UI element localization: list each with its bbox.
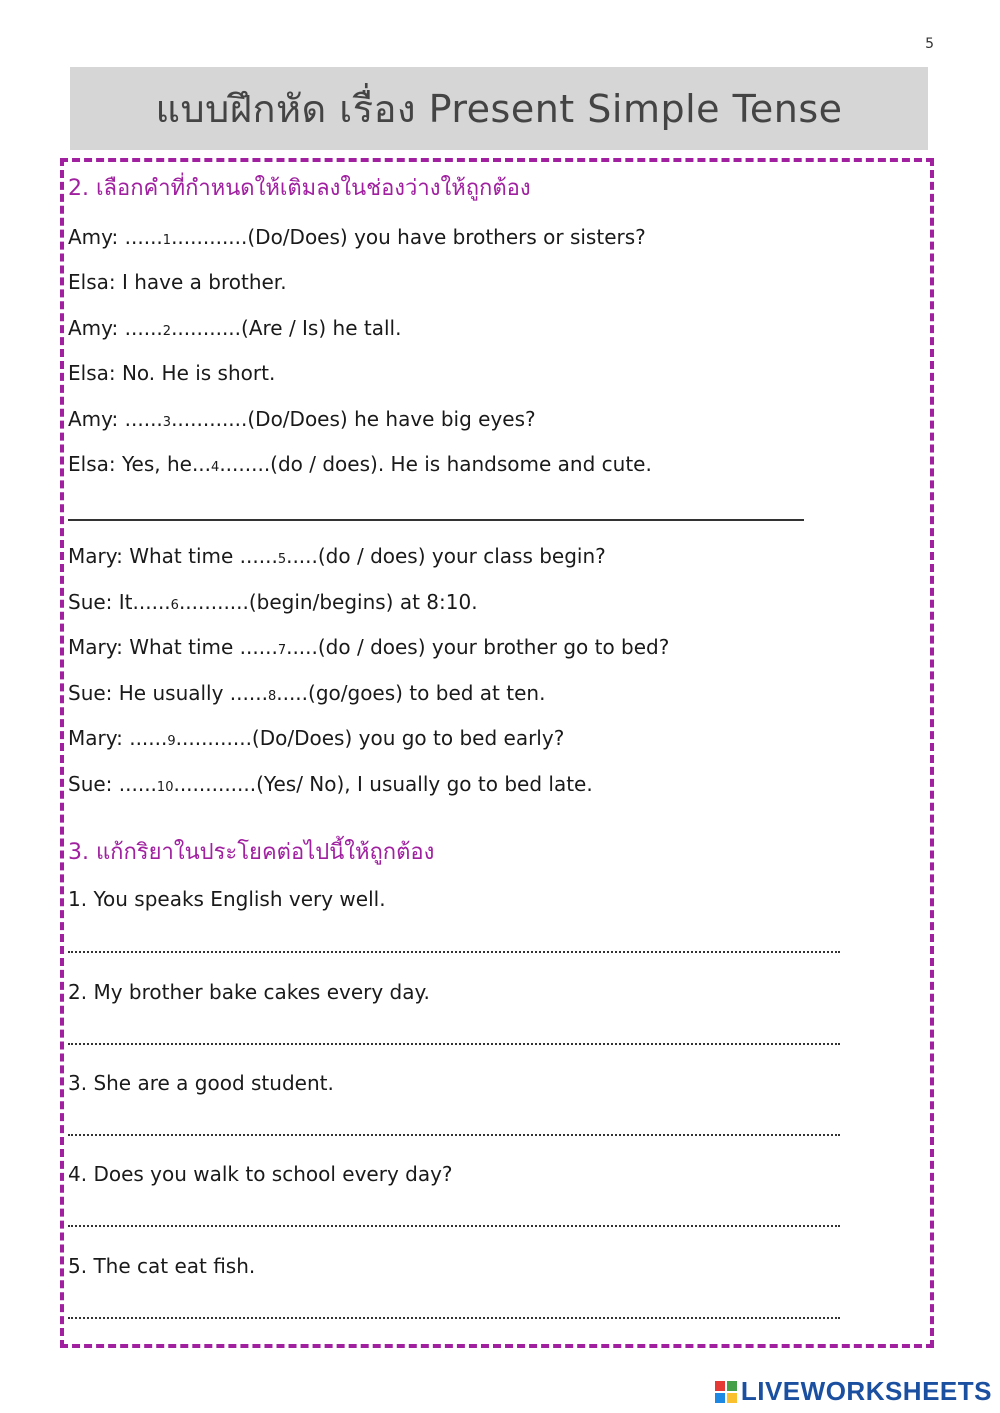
dialog-line: Amy: ......3............(Do/Does) he have big eyes? xyxy=(68,407,536,431)
section2-heading: 2. เลือกคำที่กำหนดให้เติมลงในช่องว่างให้ถูกต้อง xyxy=(68,176,531,201)
dialog-line: Mary: What time ......5.....(do / does) your class begin? xyxy=(68,544,606,568)
brand-logo-icon xyxy=(715,1381,737,1403)
answer-line[interactable] xyxy=(68,1134,840,1136)
dialog-line: Elsa: No. He is short. xyxy=(68,361,276,385)
sentence-item: 3. She are a good student. xyxy=(68,1071,334,1095)
dialog-line: Elsa: I have a brother. xyxy=(68,270,287,294)
answer-line[interactable] xyxy=(68,951,840,953)
brand-text: LIVEWORKSHEETS xyxy=(740,1376,992,1406)
section3-heading: 3. แก้กริยาในประโยคต่อไปนี้ให้ถูกต้อง xyxy=(68,840,435,865)
sentence-item: 4. Does you walk to school every day? xyxy=(68,1162,453,1186)
answer-line[interactable] xyxy=(68,1043,840,1045)
dialog-line: Sue: He usually ......8.....(go/goes) to bed at ten. xyxy=(68,681,546,705)
dialog-line: Sue: ......10.............(Yes/ No), I usually go to bed late. xyxy=(68,772,593,796)
section-divider xyxy=(68,519,804,521)
page-number: 5 xyxy=(925,36,934,52)
dialog-line: Sue: It......6...........(begin/begins) at 8:10. xyxy=(68,590,478,614)
dialog-line: Mary: ......9............(Do/Does) you go to bed early? xyxy=(68,726,565,750)
dialog-line: Mary: What time ......7.....(do / does) your brother go to bed? xyxy=(68,635,670,659)
sentence-item: 2. My brother bake cakes every day. xyxy=(68,980,430,1004)
dialog-line: Elsa: Yes, he...4........(do / does). He is handsome and cute. xyxy=(68,452,652,476)
sentence-item: 1. You speaks English very well. xyxy=(68,887,386,911)
dialog-line: Amy: ......2...........(Are / Is) he tall. xyxy=(68,316,402,340)
answer-line[interactable] xyxy=(68,1225,840,1227)
dialog-line: Amy: ......1............(Do/Does) you have brothers or sisters? xyxy=(68,225,646,249)
answer-line[interactable] xyxy=(68,1317,840,1319)
liveworksheets-brand xyxy=(715,1376,992,1407)
title-banner xyxy=(70,67,928,150)
sentence-item: 5. The cat eat fish. xyxy=(68,1254,256,1278)
page-title: แบบฝึกหัด เรื่อง Present Simple Tense xyxy=(155,87,843,131)
